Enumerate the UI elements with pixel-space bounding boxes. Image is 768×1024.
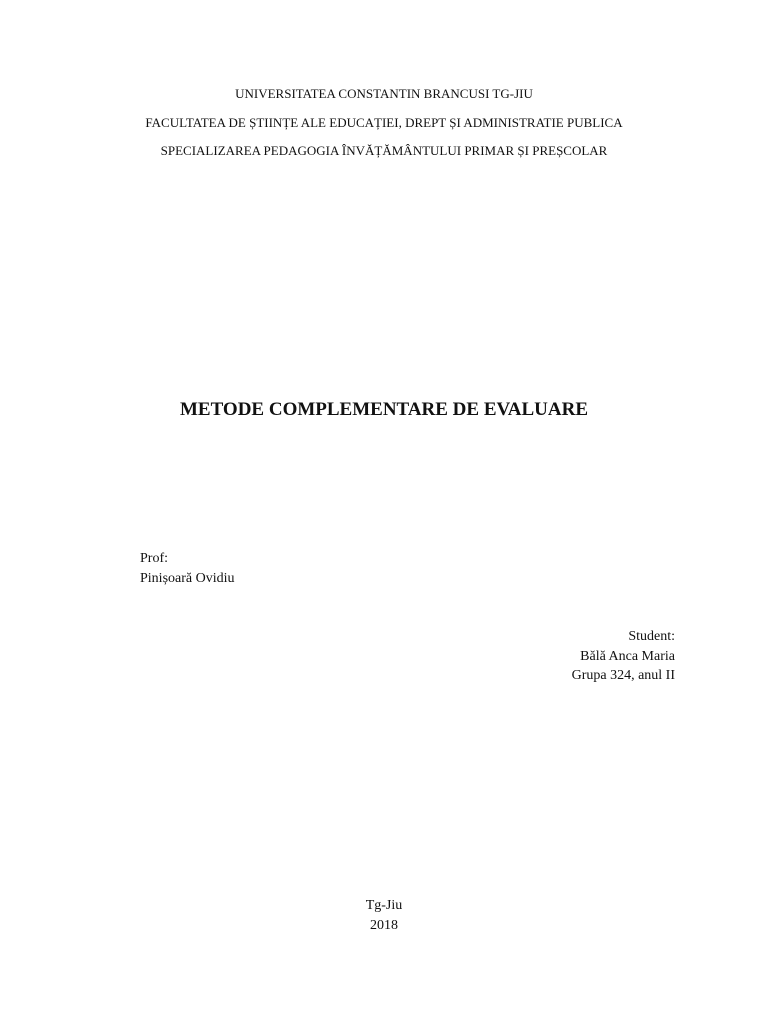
footer-year: 2018 [370, 917, 398, 933]
footer-city: Tg-Jiu [365, 898, 403, 913]
professor-block [140, 549, 235, 589]
student-label: Student: [628, 629, 675, 644]
faculty-name: FACULTATEA DE ȘTIINȚE ALE EDUCAȚIEI, DREPT ȘI ADMINISTRATIE PUBLICA [145, 115, 623, 130]
university-name: UNIVERSITATEA CONSTANTIN BRANCUSI TG-JIU [235, 86, 533, 101]
student-block [572, 627, 675, 686]
student-name: Bălă Anca Maria [580, 648, 675, 664]
specialization-name: SPECIALIZAREA PEDAGOGIA ÎNVĂȚĂMÂNTULUI PRIMAR ȘI PREȘCOLAR [160, 143, 608, 158]
professor-label: Prof: [140, 551, 168, 566]
student-group: Grupa 324, anul II [571, 668, 675, 683]
footer-block [0, 896, 768, 935]
document-title: METODE COMPLEMENTARE DE EVALUARE [179, 399, 589, 420]
professor-name: Pinișoară Ovidiu [140, 571, 235, 586]
